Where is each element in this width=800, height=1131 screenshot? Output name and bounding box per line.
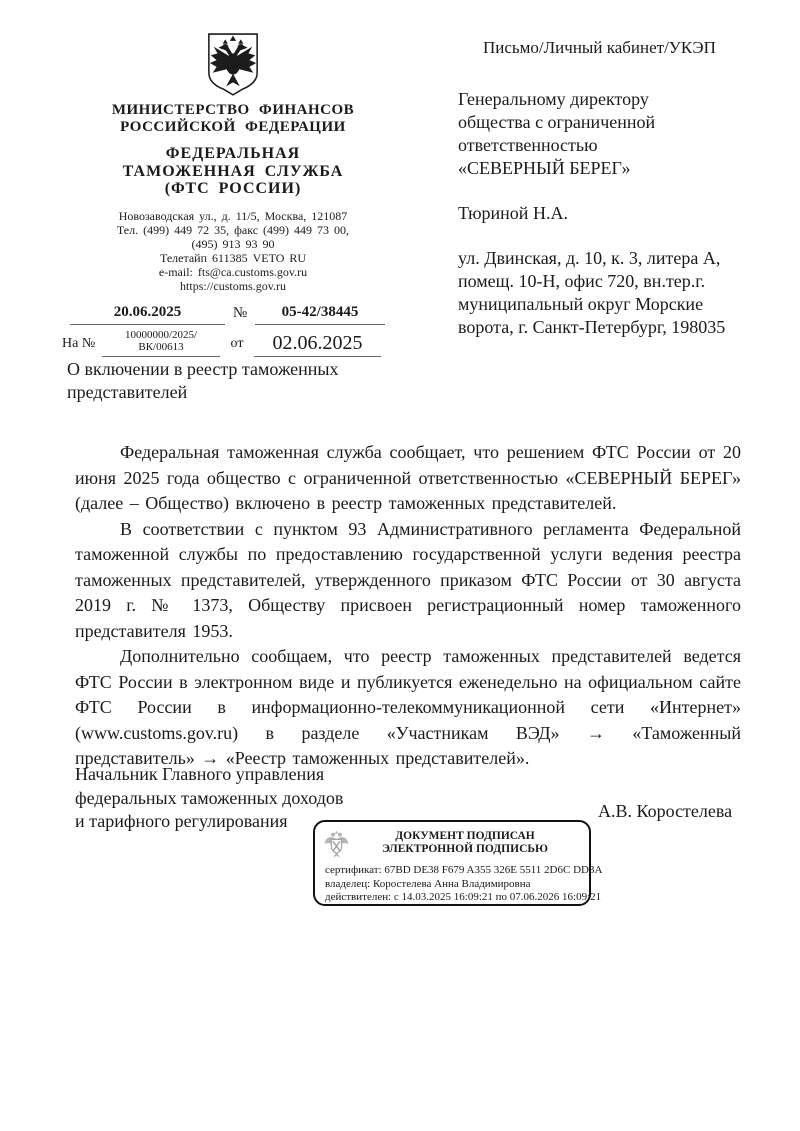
- signer-position-line2: федеральных таможенных доходов: [75, 787, 344, 808]
- signer-name: А.В. Коростелева: [598, 801, 733, 821]
- incoming-ref-label: На №: [62, 335, 96, 351]
- sender-postal-address: Новозаводская ул., д. 11/5, Москва, 121087: [118, 208, 348, 223]
- agency-name-line3: (ФТС РОССИИ): [164, 180, 302, 197]
- recipient-org-line3: ответственностью: [458, 135, 598, 155]
- ministry-name-line2: РОССИЙСКОЙ ФЕДЕРАЦИИ: [120, 119, 346, 135]
- number-sign: №: [232, 304, 248, 321]
- stamp-validity: действителен: с 14.03.2025 16:09:21 по 07.06.2026 16:09:21: [325, 891, 602, 903]
- incoming-date-field: 02.06.2025: [254, 332, 381, 357]
- delivery-method-note: Письмо/Личный кабинет/УКЭП: [483, 38, 716, 57]
- agency-name-line1: ФЕДЕРАЛЬНАЯ: [165, 145, 301, 162]
- signer-position-line3: и тарифного регулирования: [75, 811, 288, 831]
- sender-letterhead: [62, 32, 404, 357]
- recipient-address-line4: ворота, г. Санкт-Петербург, 198035: [458, 317, 726, 337]
- outgoing-number-field: 05-42/38445: [255, 304, 385, 325]
- agency-name: [62, 145, 404, 198]
- recipient-person-name: Тюриной Н.А.: [458, 203, 568, 223]
- from-label: от: [230, 335, 244, 351]
- sender-contact-block: [62, 209, 404, 293]
- body-paragraph-2: В соответствии с пунктом 93 Административного регламента Федеральной таможенной службы по предоставлению государственной услуги ведения реестра таможенных представителей, утвержденного приказом ФТС России от 30 августа 2019 г. № 1373, Обществу присвоен регистрационный номер таможенного представителя 1953.: [75, 518, 741, 641]
- recipient-org-line2: общества с ограниченной: [458, 112, 656, 132]
- body-paragraph-1: Федеральная таможенная служба сообщает, что решением ФТС России от 20 июня 2025 года общество с ограниченной ответственностью «СЕВЕРНЫЙ БЕРЕГ» (далее – Общество) включено в реестр таможенных представителей.: [75, 442, 741, 513]
- outgoing-date-field: 20.06.2025: [70, 304, 225, 325]
- spacer: [458, 225, 770, 247]
- sender-phone-fax: Тел. (499) 449 72 35, факс (499) 449 73 00,: [116, 222, 350, 237]
- recipient-address-line2: помещ. 10-Н, офис 720, вн.тер.г.: [458, 271, 706, 291]
- recipient-org-line4: «СЕВЕРНЫЙ БЕРЕГ»: [458, 158, 631, 178]
- signer-position-line1: Начальник Главного управления: [75, 764, 325, 784]
- incoming-number-line1: 10000000/2025/: [124, 328, 198, 341]
- stamp-owner: владелец: Коростелева Анна Владимировна: [325, 877, 531, 890]
- russia-coat-of-arms-icon: [205, 32, 261, 96]
- signer-position: [75, 763, 343, 834]
- sender-website: https://customs.gov.ru: [180, 278, 286, 293]
- incoming-number-field: [102, 329, 220, 357]
- recipient-block: [458, 88, 770, 339]
- letter-body: [75, 440, 741, 772]
- stamp-certificate: сертификат: 67BD DE38 F679 A355 326E 5511 2D6C DD3A: [325, 864, 603, 876]
- customs-emblem-icon: [322, 828, 351, 860]
- agency-name-line2: ТАМОЖЕННАЯ СЛУЖБА: [122, 162, 344, 180]
- electronic-signature-stamp: [313, 820, 603, 906]
- recipient-org-line1: Генеральному директору: [458, 89, 649, 109]
- ministry-name: [62, 102, 404, 136]
- spacer: [458, 180, 770, 202]
- subject-line: О включении в реестр таможенных представителей: [67, 359, 339, 402]
- incoming-number-line2: ВК/00613: [138, 341, 184, 353]
- ministry-name-line1: МИНИСТЕРСТВО ФИНАНСОВ: [111, 102, 355, 118]
- stamp-header: [315, 822, 589, 860]
- reference-row-incoming: [62, 329, 404, 357]
- sender-email: e-mail: fts@ca.customs.gov.ru: [158, 264, 308, 279]
- sender-phone2: (495) 913 93 90: [191, 236, 275, 251]
- body-paragraph-3: Дополнительно сообщаем, что реестр таможенных представителей ведется ФТС России в электронном виде и публикуется еженедельно на официальном сайте ФТС России в информационно-телекоммуникационной сети «Интернет» (www.customs.gov.ru) в разделе «Участникам ВЭД» → «Таможенный представитель» → «Реестр таможенных представителей».: [75, 646, 741, 768]
- sender-teletype: Телетайп 611385 VETO RU: [159, 250, 307, 265]
- recipient-address-line3: муниципальный округ Морские: [458, 294, 704, 314]
- stamp-title: ДОКУМЕНТ ПОДПИСАН ЭЛЕКТРОННОЙ ПОДПИСЬЮ: [382, 830, 548, 855]
- recipient-address-line1: ул. Двинская, д. 10, к. 3, литера А,: [458, 248, 721, 268]
- reference-row-outgoing: [70, 304, 404, 325]
- stamp-details: [315, 860, 603, 905]
